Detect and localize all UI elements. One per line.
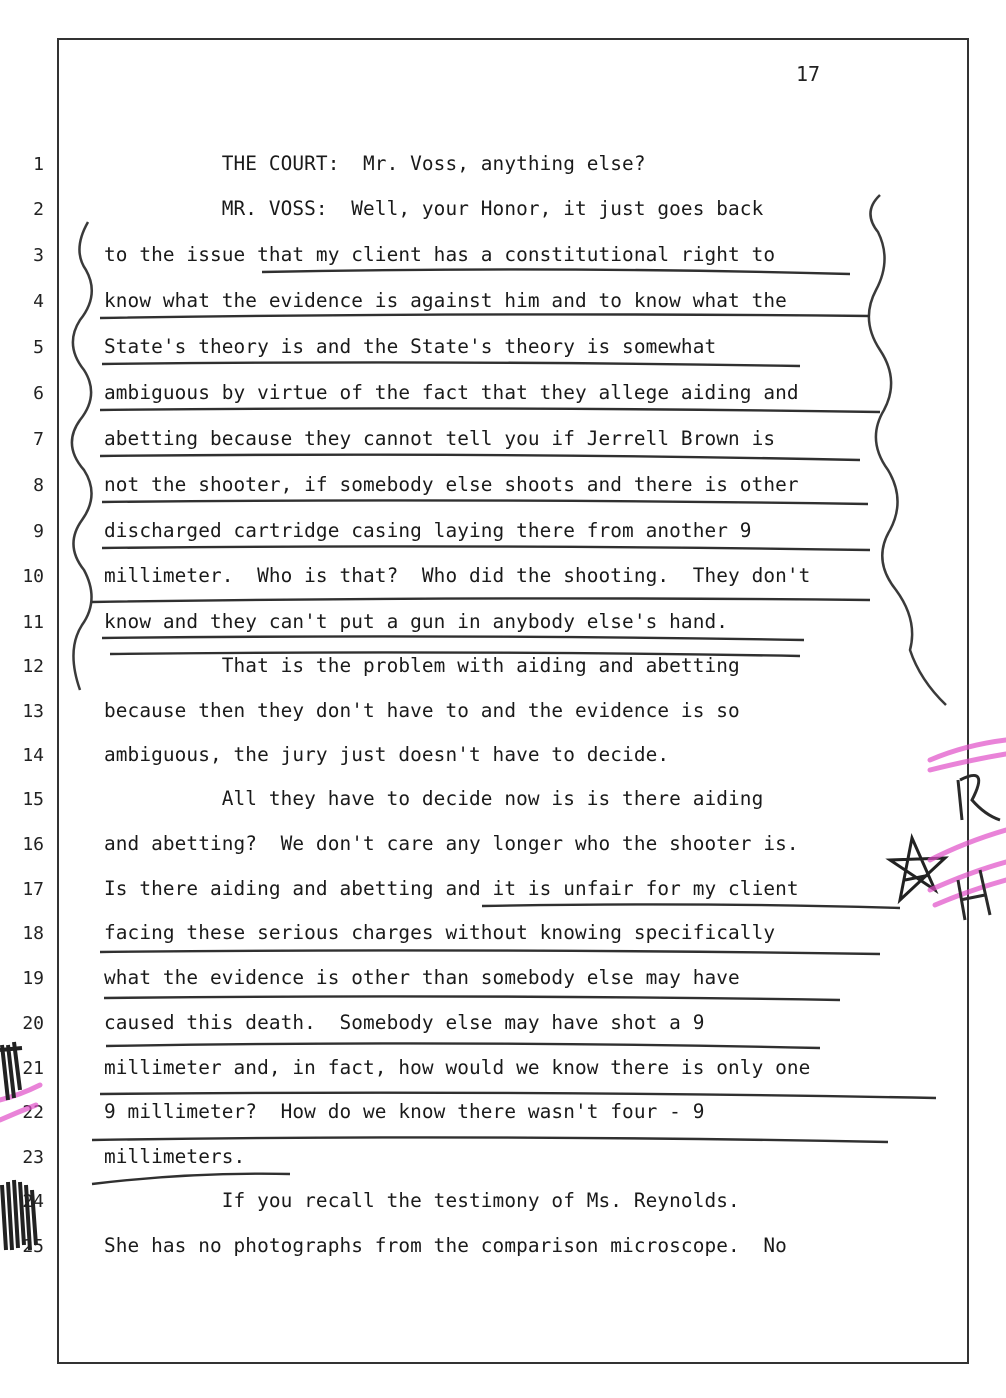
line-number: 20 <box>22 1013 44 1034</box>
line-number: 11 <box>22 612 44 633</box>
transcript-line: If you recall the testimony of Ms. Reynolds. <box>104 1189 740 1212</box>
left-margin-scribble <box>0 1042 36 1250</box>
transcript-line: She has no photographs from the comparison microscope. No <box>104 1234 787 1257</box>
line-number: 7 <box>33 429 44 450</box>
line-number: 9 <box>33 521 44 542</box>
transcript-line: State's theory is and the State's theory is somewhat <box>104 335 717 358</box>
transcript-line: That is the problem with aiding and abetting <box>104 654 740 677</box>
line-number: 10 <box>22 566 44 587</box>
line-number: 19 <box>22 968 44 989</box>
left-bracket-mark <box>72 222 92 690</box>
line-number: 24 <box>22 1191 44 1212</box>
line-number: 3 <box>33 245 44 266</box>
star-mark <box>890 838 945 900</box>
transcript-line: caused this death. Somebody else may have shot a 9 <box>104 1011 705 1034</box>
transcript-line: millimeter and, in fact, how would we know there is only one <box>104 1056 811 1079</box>
transcript-line: and abetting? We don't care any longer who the shooter is. <box>104 832 799 855</box>
transcript-line: because then they don't have to and the evidence is so <box>104 699 740 722</box>
transcript-line: 9 millimeter? How do we know there wasn't four - 9 <box>104 1100 705 1123</box>
line-number: 16 <box>22 834 44 855</box>
transcript-line: MR. VOSS: Well, your Honor, it just goes back <box>104 197 764 220</box>
line-number: 8 <box>33 475 44 496</box>
line-number: 12 <box>22 656 44 677</box>
transcript-line: millimeter. Who is that? Who did the shooting. They don't <box>104 564 811 587</box>
line-number: 4 <box>33 291 44 312</box>
line-number: 18 <box>22 923 44 944</box>
right-bracket-mark <box>869 195 946 705</box>
line-number: 22 <box>22 1102 44 1123</box>
line-number: 5 <box>33 337 44 358</box>
highlighter-mark <box>0 740 1006 1120</box>
line-number: 6 <box>33 383 44 404</box>
transcript-line: know what the evidence is against him and to know what the <box>104 289 787 312</box>
line-number: 25 <box>22 1236 44 1257</box>
transcript-line: what the evidence is other than somebody else may have <box>104 966 740 989</box>
line-number: 1 <box>33 154 44 175</box>
line-number: 21 <box>22 1058 44 1079</box>
transcript-line: millimeters. <box>104 1145 246 1168</box>
transcript-line: not the shooter, if somebody else shoots and there is other <box>104 473 799 496</box>
underline-marks <box>92 269 936 1184</box>
transcript-line: ambiguous, the jury just doesn't have to decide. <box>104 743 670 766</box>
line-number: 13 <box>22 701 44 722</box>
line-number: 23 <box>22 1147 44 1168</box>
transcript-line: Is there aiding and abetting and it is unfair for my client <box>104 877 799 900</box>
transcript-line: know and they can't put a gun in anybody else's hand. <box>104 610 729 633</box>
transcript-line: facing these serious charges without knowing specifically <box>104 921 776 944</box>
transcript-line: discharged cartridge casing laying there from another 9 <box>104 519 752 542</box>
transcript-line: abetting because they cannot tell you if Jerrell Brown is <box>104 427 776 450</box>
margin-handwriting <box>958 776 1000 921</box>
transcript-line: ambiguous by virtue of the fact that they allege aiding and <box>104 381 799 404</box>
line-number: 2 <box>33 199 44 220</box>
line-number: 17 <box>22 879 44 900</box>
line-number: 15 <box>22 789 44 810</box>
page-number: 17 <box>796 62 821 86</box>
transcript-line: THE COURT: Mr. Voss, anything else? <box>104 152 646 175</box>
transcript-line: All they have to decide now is is there aiding <box>104 787 764 810</box>
transcript-line: to the issue that my client has a constitutional right to <box>104 243 776 266</box>
line-number: 14 <box>22 745 44 766</box>
